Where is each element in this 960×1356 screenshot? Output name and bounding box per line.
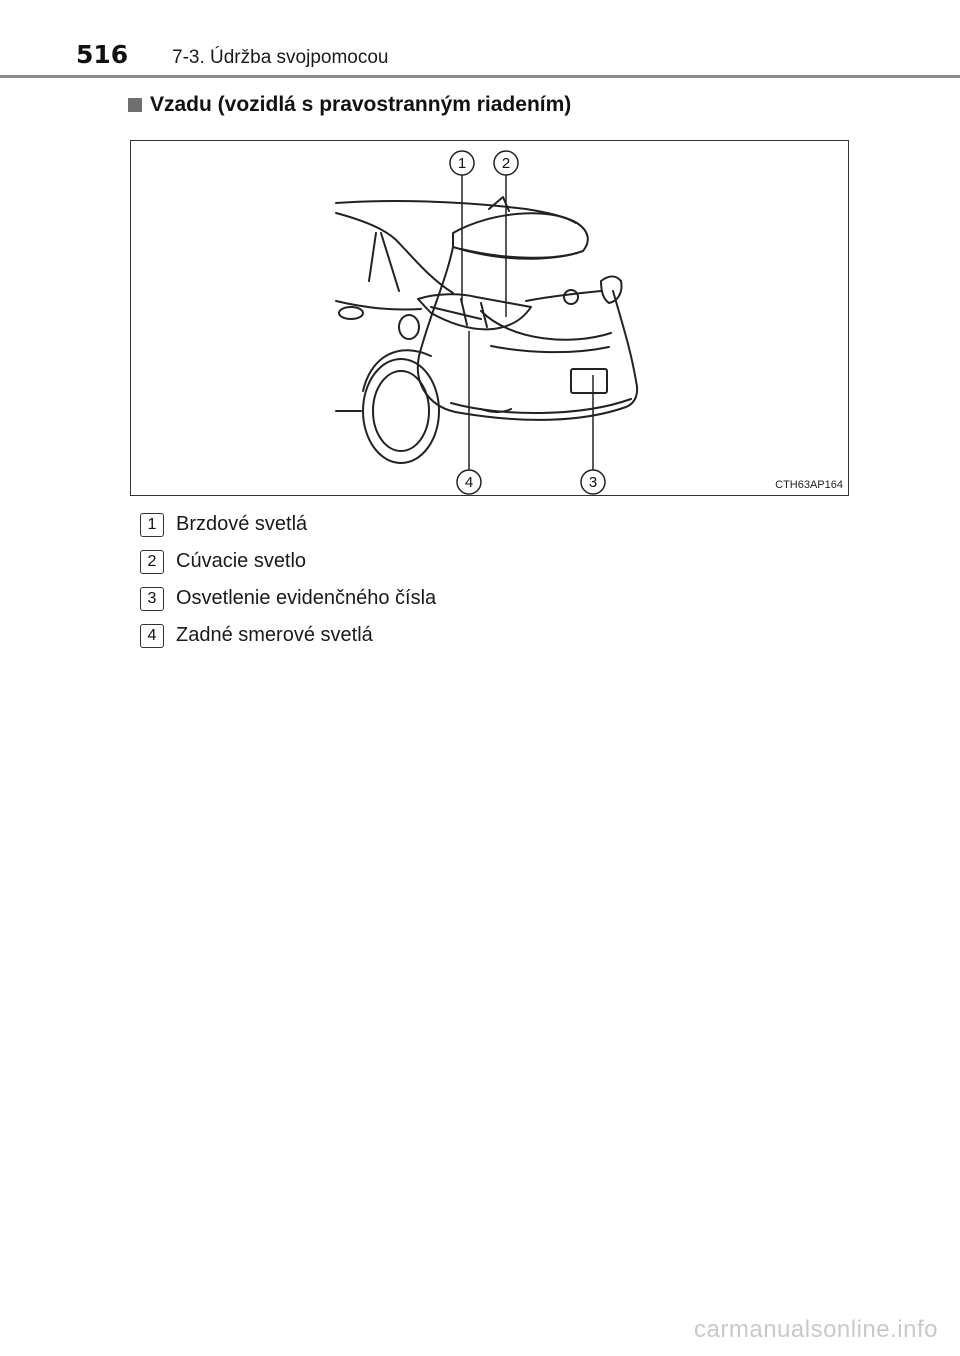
legend-label: Zadné smerové svetlá — [176, 624, 373, 646]
header-divider — [0, 75, 960, 78]
list-item — [140, 506, 436, 543]
callout-label-1: 1 — [457, 155, 467, 172]
section-heading — [128, 93, 571, 117]
chapter-title: 7-3. Údržba svojpomocou — [172, 47, 389, 68]
legend-number-badge: 4 — [140, 624, 164, 648]
legend-list — [140, 506, 436, 654]
callout-label-2: 2 — [501, 155, 511, 172]
legend-label: Cúvacie svetlo — [176, 550, 307, 572]
section-heading-text: Vzadu (vozidlá s pravostranným riadením) — [150, 93, 572, 116]
callout-label-4: 4 — [464, 474, 474, 491]
list-item — [140, 580, 436, 617]
car-rear-illustration — [131, 141, 850, 497]
legend-label: Brzdové svetlá — [176, 513, 308, 535]
page-number: 516 — [76, 40, 129, 69]
square-bullet-icon — [128, 98, 142, 112]
car-rear-figure — [130, 140, 849, 496]
legend-number-badge: 3 — [140, 587, 164, 611]
list-item — [140, 543, 436, 580]
list-item — [140, 617, 436, 654]
legend-number-badge: 2 — [140, 550, 164, 574]
watermark: carmanualsonline.info — [694, 1316, 938, 1343]
legend-label: Osvetlenie evidenčného čísla — [176, 587, 437, 609]
legend-number-badge: 1 — [140, 513, 164, 537]
figure-code: CTH63AP164 — [775, 479, 843, 491]
callout-label-3: 3 — [588, 474, 598, 491]
